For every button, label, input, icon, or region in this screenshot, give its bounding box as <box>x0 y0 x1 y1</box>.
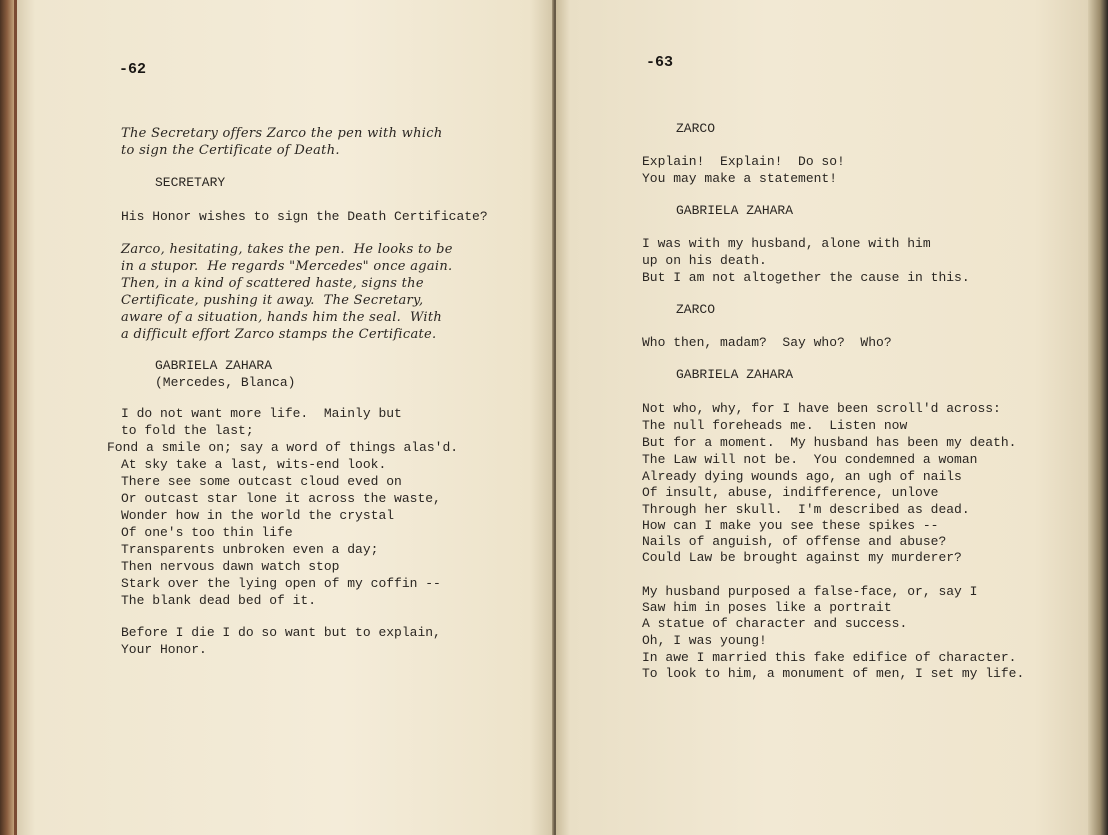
stage-direction: The Secretary offers Zarco the pen with which <box>121 126 443 141</box>
dialogue-line: But I am not altogether the cause in this. <box>642 270 970 285</box>
dialogue-line: Oh, I was young! <box>642 633 767 648</box>
dialogue-line: A statue of character and success. <box>642 616 908 631</box>
dialogue-line: Through her skull. I'm described as dead. <box>642 502 970 517</box>
dialogue-line: His Honor wishes to sign the Death Certificate? <box>121 209 488 224</box>
speaker-name: ZARCO <box>676 302 716 317</box>
dialogue-line: Of one's too thin life <box>121 525 293 540</box>
dialogue-line: Saw him in poses like a portrait <box>642 600 892 615</box>
dialogue-line: up on his death. <box>642 253 767 268</box>
book-page-edge <box>1088 0 1108 835</box>
dialogue-line: to fold the last; <box>121 423 254 438</box>
dialogue-line: Nails of anguish, of offense and abuse? <box>642 534 947 549</box>
dialogue-line: Or outcast star lone it across the waste, <box>121 491 441 506</box>
dialogue-line: There see some outcast cloud eved on <box>121 474 402 489</box>
dialogue-line: Wonder how in the world the crystal <box>121 508 395 523</box>
dialogue-line: Before I die I do so want but to explain, <box>121 625 441 640</box>
speaker-name: ZARCO <box>676 121 716 136</box>
dialogue-line: But for a moment. My husband has been my death. <box>642 435 1017 450</box>
dialogue-line: Could Law be brought against my murderer? <box>642 550 962 565</box>
dialogue-line: Explain! Explain! Do so! <box>642 154 845 169</box>
dialogue-line: Your Honor. <box>121 642 207 657</box>
dialogue-line: To look to him, a monument of men, I set my life. <box>642 666 1025 681</box>
speaker-name: SECRETARY <box>155 175 226 190</box>
stage-direction: a difficult effort Zarco stamps the Certificate. <box>121 327 437 342</box>
stage-direction: Certificate, pushing it away. The Secretary, <box>121 293 424 308</box>
page-number: -62 <box>119 61 147 78</box>
right-page <box>556 0 1088 835</box>
dialogue-line: Of insult, abuse, indifference, unlove <box>642 485 939 500</box>
dialogue-line: The null foreheads me. Listen now <box>642 418 908 433</box>
stage-direction: aware of a situation, hands him the seal. With <box>121 310 443 325</box>
dialogue-line: I do not want more life. Mainly but <box>121 406 402 421</box>
speaker-note: (Mercedes, Blanca) <box>155 375 296 390</box>
dialogue-line: Transparents unbroken even a day; <box>121 542 379 557</box>
dialogue-line: My husband purposed a false-face, or, say I <box>642 584 978 599</box>
dialogue-line: Already dying wounds ago, an ugh of nails <box>642 469 962 484</box>
stage-direction: in a stupor. He regards "Mercedes" once again. <box>121 259 453 274</box>
stage-direction: Then, in a kind of scattered haste, signs the <box>121 276 424 291</box>
dialogue-line: How can I make you see these spikes -- <box>642 518 939 533</box>
dialogue-line: In awe I married this fake edifice of character. <box>642 650 1017 665</box>
left-page <box>14 0 557 835</box>
dialogue-line: At sky take a last, wits-end look. <box>121 457 387 472</box>
dialogue-line: The Law will not be. You condemned a woman <box>642 452 978 467</box>
book-cover-edge <box>0 0 14 835</box>
page-number: -63 <box>646 54 674 71</box>
stage-direction: to sign the Certificate of Death. <box>121 143 340 158</box>
speaker-name: GABRIELA ZAHARA <box>676 203 794 218</box>
speaker-name: GABRIELA ZAHARA <box>155 358 273 373</box>
stage-direction: Zarco, hesitating, takes the pen. He looks to be <box>121 242 453 257</box>
dialogue-line: The blank dead bed of it. <box>121 593 317 608</box>
speaker-name: GABRIELA ZAHARA <box>676 367 794 382</box>
dialogue-line: Not who, why, for I have been scroll'd across: <box>642 401 1001 416</box>
dialogue-line: Fond a smile on; say a word of things alas'd. <box>107 440 459 455</box>
dialogue-line: Stark over the lying open of my coffin -- <box>121 576 441 591</box>
dialogue-line: Then nervous dawn watch stop <box>121 559 340 574</box>
dialogue-line: You may make a statement! <box>642 171 838 186</box>
dialogue-line: Who then, madam? Say who? Who? <box>642 335 892 350</box>
dialogue-line: I was with my husband, alone with him <box>642 236 931 251</box>
